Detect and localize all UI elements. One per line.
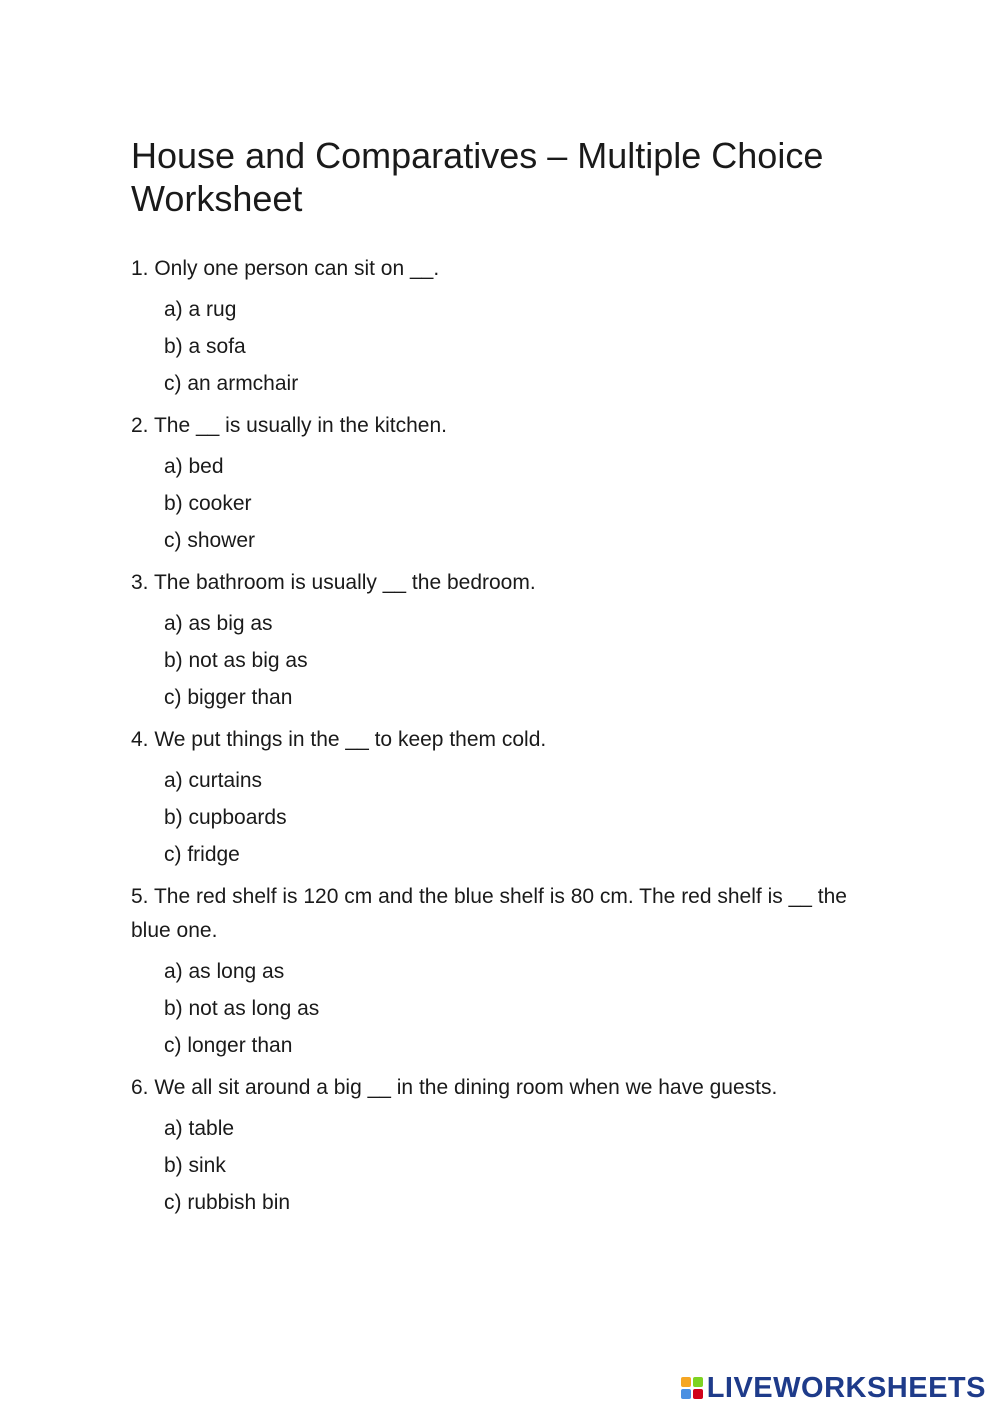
- question-5: [131, 880, 891, 1064]
- option-b: b) not as long as: [164, 997, 320, 1020]
- question-text: 4. We put things in the __ to keep them cold.: [131, 728, 547, 751]
- option-a: a) a rug: [164, 298, 237, 321]
- option-b: b) sink: [164, 1154, 226, 1177]
- question-text: 2. The __ is usually in the kitchen.: [131, 414, 447, 437]
- logo-square-3: [681, 1389, 691, 1399]
- logo-square-2: [693, 1377, 703, 1387]
- option-b: b) cooker: [164, 492, 252, 515]
- option-a: a) as big as: [164, 612, 273, 635]
- option-c: c) longer than: [164, 1034, 293, 1057]
- question-3: [131, 566, 891, 716]
- question-text: 1. Only one person can sit on __.: [131, 257, 440, 280]
- option-b: b) a sofa: [164, 335, 246, 358]
- option-b: b) not as big as: [164, 649, 308, 672]
- brand-name: LIVEWORKSHEETS: [706, 1372, 986, 1404]
- option-b: b) cupboards: [164, 806, 287, 829]
- question-6: [131, 1071, 891, 1221]
- question-4: [131, 723, 891, 873]
- option-c: c) bigger than: [164, 686, 293, 709]
- page-title: House and Comparatives – Multiple Choice Worksheet: [131, 135, 824, 219]
- option-c: c) an armchair: [164, 372, 299, 395]
- option-c: c) rubbish bin: [164, 1191, 291, 1214]
- question-2: [131, 409, 891, 559]
- question-list: [131, 252, 891, 1228]
- logo-square-4: [693, 1389, 703, 1399]
- liveworksheets-brand[interactable]: [681, 1372, 986, 1404]
- question-1: [131, 252, 891, 402]
- option-c: c) fridge: [164, 843, 240, 866]
- question-text: 3. The bathroom is usually __ the bedroom.: [131, 571, 536, 594]
- question-text: 6. We all sit around a big __ in the dining room when we have guests.: [131, 1076, 778, 1099]
- option-a: a) bed: [164, 455, 224, 478]
- option-a: a) as long as: [164, 960, 285, 983]
- liveworksheets-logo-icon: [681, 1377, 703, 1399]
- option-a: a) table: [164, 1117, 235, 1140]
- question-text: 5. The red shelf is 120 cm and the blue shelf is 80 cm. The red shelf is __ the blue one.: [131, 885, 847, 942]
- option-a: a) curtains: [164, 769, 263, 792]
- option-c: c) shower: [164, 529, 256, 552]
- logo-square-1: [681, 1377, 691, 1387]
